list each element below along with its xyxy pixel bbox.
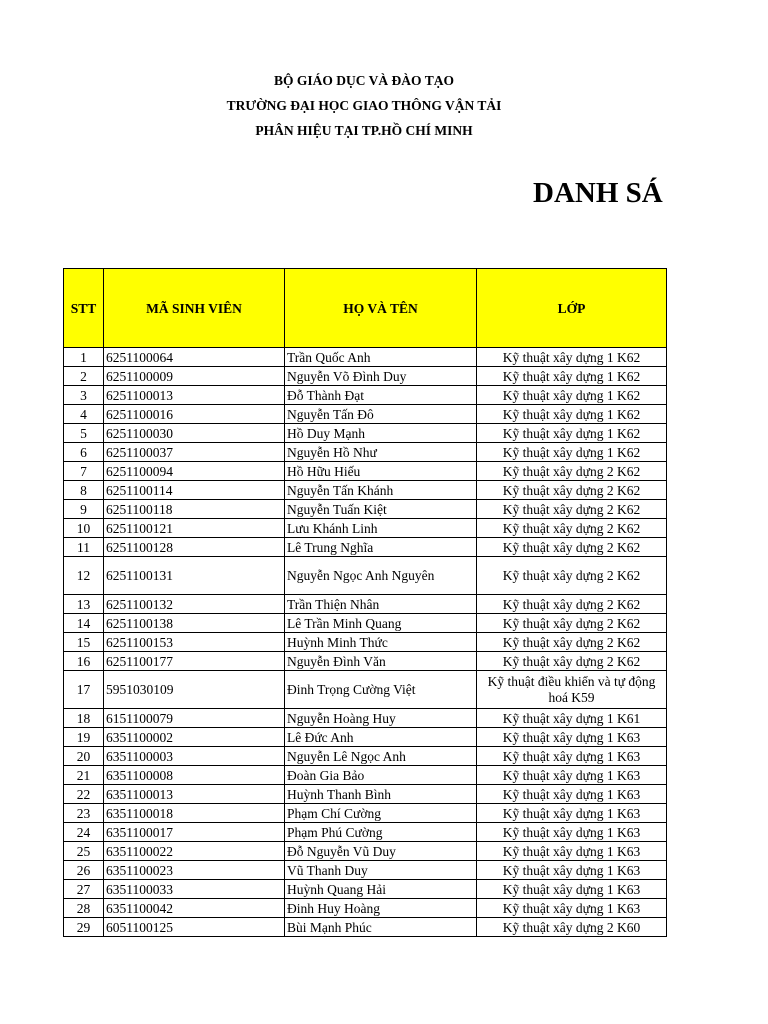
class-cell: Kỹ thuật xây dựng 1 K63: [477, 899, 667, 918]
student-name-cell: Đoàn Gia Bảo: [285, 766, 477, 785]
student-id-cell: 6351100003: [104, 747, 285, 766]
stt-cell: 13: [64, 595, 104, 614]
student-id-cell: 6351100002: [104, 728, 285, 747]
class-cell: Kỹ thuật xây dựng 2 K62: [477, 557, 667, 595]
student-id-cell: 6251100094: [104, 462, 285, 481]
stt-cell: 25: [64, 842, 104, 861]
class-cell: Kỹ thuật xây dựng 1 K63: [477, 842, 667, 861]
class-cell: Kỹ thuật xây dựng 1 K62: [477, 405, 667, 424]
class-cell: Kỹ thuật xây dựng 1 K63: [477, 766, 667, 785]
student-id-cell: 6251100138: [104, 614, 285, 633]
table-row: [64, 899, 667, 918]
class-cell: Kỹ thuật điều khiển và tự động hoá K59: [477, 671, 667, 709]
table-row: [64, 880, 667, 899]
table-row: [64, 462, 667, 481]
student-id-cell: 6251100037: [104, 443, 285, 462]
student-id-cell: 6251100030: [104, 424, 285, 443]
table-row: [64, 804, 667, 823]
student-name-cell: Đinh Trọng Cường Việt: [285, 671, 477, 709]
stt-cell: 28: [64, 899, 104, 918]
table-header-row: [64, 269, 667, 348]
table-row: [64, 766, 667, 785]
class-cell: Kỹ thuật xây dựng 2 K62: [477, 519, 667, 538]
student-name-cell: Lê Trung Nghĩa: [285, 538, 477, 557]
student-name-cell: Bùi Mạnh Phúc: [285, 918, 477, 937]
stt-cell: 17: [64, 671, 104, 709]
stt-cell: 27: [64, 880, 104, 899]
class-cell: Kỹ thuật xây dựng 2 K62: [477, 462, 667, 481]
stt-cell: 14: [64, 614, 104, 633]
student-id-cell: 6351100013: [104, 785, 285, 804]
student-name-cell: Huỳnh Thanh Bình: [285, 785, 477, 804]
student-name-cell: Lê Đức Anh: [285, 728, 477, 747]
table-row: [64, 671, 667, 709]
student-id-cell: 6251100121: [104, 519, 285, 538]
student-id-cell: 6251100153: [104, 633, 285, 652]
column-header-full-name: HỌ VÀ TÊN: [285, 269, 477, 348]
class-cell: Kỹ thuật xây dựng 1 K63: [477, 728, 667, 747]
table-row: [64, 519, 667, 538]
stt-cell: 10: [64, 519, 104, 538]
table-row: [64, 367, 667, 386]
student-name-cell: Lê Trần Minh Quang: [285, 614, 477, 633]
stt-cell: 4: [64, 405, 104, 424]
stt-cell: 6: [64, 443, 104, 462]
column-header-stt: STT: [64, 269, 104, 348]
student-table: [63, 268, 667, 937]
stt-cell: 12: [64, 557, 104, 595]
student-name-cell: Trần Quốc Anh: [285, 348, 477, 367]
class-cell: Kỹ thuật xây dựng 1 K63: [477, 861, 667, 880]
table-row: [64, 652, 667, 671]
table-row: [64, 823, 667, 842]
student-id-cell: 6351100017: [104, 823, 285, 842]
table-row: [64, 861, 667, 880]
table-row: [64, 633, 667, 652]
header-university: TRƯỜNG ĐẠI HỌC GIAO THÔNG VẬN TẢI: [226, 98, 502, 113]
student-id-cell: 6351100008: [104, 766, 285, 785]
student-name-cell: Nguyễn Võ Đình Duy: [285, 367, 477, 386]
student-id-cell: 6251100009: [104, 367, 285, 386]
class-cell: Kỹ thuật xây dựng 2 K62: [477, 614, 667, 633]
student-id-cell: 6351100023: [104, 861, 285, 880]
student-id-cell: 6151100079: [104, 709, 285, 728]
student-name-cell: Nguyễn Tấn Đô: [285, 405, 477, 424]
stt-cell: 7: [64, 462, 104, 481]
stt-cell: 26: [64, 861, 104, 880]
class-cell: Kỹ thuật xây dựng 1 K62: [477, 386, 667, 405]
student-id-cell: 6051100125: [104, 918, 285, 937]
class-cell: Kỹ thuật xây dựng 2 K62: [477, 652, 667, 671]
class-cell: Kỹ thuật xây dựng 1 K62: [477, 424, 667, 443]
class-cell: Kỹ thuật xây dựng 1 K62: [477, 367, 667, 386]
column-header-student-id: MÃ SINH VIÊN: [104, 269, 285, 348]
student-id-cell: 6351100042: [104, 899, 285, 918]
student-id-cell: 6251100118: [104, 500, 285, 519]
student-id-cell: 6351100022: [104, 842, 285, 861]
class-cell: Kỹ thuật xây dựng 1 K63: [477, 785, 667, 804]
student-id-cell: 6251100064: [104, 348, 285, 367]
table-row: [64, 614, 667, 633]
class-cell: Kỹ thuật xây dựng 2 K60: [477, 918, 667, 937]
table-row: [64, 481, 667, 500]
student-name-cell: Nguyễn Lê Ngọc Anh: [285, 747, 477, 766]
column-header-class: LỚP: [477, 269, 667, 348]
class-cell: Kỹ thuật xây dựng 1 K63: [477, 804, 667, 823]
class-cell: Kỹ thuật xây dựng 1 K63: [477, 880, 667, 899]
student-name-cell: Lưu Khánh Linh: [285, 519, 477, 538]
table-row: [64, 538, 667, 557]
class-cell: Kỹ thuật xây dựng 1 K62: [477, 443, 667, 462]
student-name-cell: Đỗ Nguyễn Vũ Duy: [285, 842, 477, 861]
table-row: [64, 595, 667, 614]
table-row: [64, 386, 667, 405]
table-row: [64, 348, 667, 367]
class-cell: Kỹ thuật xây dựng 2 K62: [477, 595, 667, 614]
class-cell: Kỹ thuật xây dựng 1 K61: [477, 709, 667, 728]
stt-cell: 16: [64, 652, 104, 671]
class-cell: Kỹ thuật xây dựng 2 K62: [477, 481, 667, 500]
stt-cell: 5: [64, 424, 104, 443]
student-id-cell: 6251100131: [104, 557, 285, 595]
stt-cell: 18: [64, 709, 104, 728]
table-row: [64, 424, 667, 443]
header-ministry: BỘ GIÁO DỤC VÀ ĐÀO TẠO: [274, 73, 454, 88]
header-campus: PHÂN HIỆU TẠI TP.HỒ CHÍ MINH: [255, 123, 473, 138]
student-name-cell: Đỗ Thành Đạt: [285, 386, 477, 405]
table-row: [64, 747, 667, 766]
stt-cell: 8: [64, 481, 104, 500]
table-row: [64, 709, 667, 728]
stt-cell: 21: [64, 766, 104, 785]
stt-cell: 22: [64, 785, 104, 804]
student-name-cell: Đinh Huy Hoàng: [285, 899, 477, 918]
stt-cell: 3: [64, 386, 104, 405]
student-id-cell: 6251100128: [104, 538, 285, 557]
student-id-cell: 6251100016: [104, 405, 285, 424]
student-name-cell: Hồ Duy Mạnh: [285, 424, 477, 443]
stt-cell: 1: [64, 348, 104, 367]
table-row: [64, 443, 667, 462]
student-name-cell: Nguyễn Tấn Khánh: [285, 481, 477, 500]
student-id-cell: 6251100013: [104, 386, 285, 405]
student-id-cell: 6251100114: [104, 481, 285, 500]
table-row: [64, 557, 667, 595]
student-name-cell: Nguyễn Tuấn Kiệt: [285, 500, 477, 519]
class-cell: Kỹ thuật xây dựng 2 K62: [477, 633, 667, 652]
stt-cell: 20: [64, 747, 104, 766]
table-row: [64, 842, 667, 861]
class-cell: Kỹ thuật xây dựng 2 K62: [477, 538, 667, 557]
class-cell: Kỹ thuật xây dựng 2 K62: [477, 500, 667, 519]
student-name-cell: Huỳnh Minh Thức: [285, 633, 477, 652]
stt-cell: 9: [64, 500, 104, 519]
student-id-cell: 6251100177: [104, 652, 285, 671]
table-row: [64, 405, 667, 424]
student-id-cell: 6251100132: [104, 595, 285, 614]
student-id-cell: 6351100018: [104, 804, 285, 823]
student-name-cell: Nguyễn Hoàng Huy: [285, 709, 477, 728]
stt-cell: 19: [64, 728, 104, 747]
stt-cell: 29: [64, 918, 104, 937]
table-row: [64, 785, 667, 804]
student-name-cell: Nguyễn Đình Văn: [285, 652, 477, 671]
class-cell: Kỹ thuật xây dựng 1 K63: [477, 823, 667, 842]
class-cell: Kỹ thuật xây dựng 1 K63: [477, 747, 667, 766]
class-cell: Kỹ thuật xây dựng 1 K62: [477, 348, 667, 367]
table-row: [64, 728, 667, 747]
student-id-cell: 5951030109: [104, 671, 285, 709]
student-name-cell: Nguyễn Ngọc Anh Nguyên: [285, 557, 477, 595]
student-name-cell: Nguyễn Hồ Như: [285, 443, 477, 462]
student-id-cell: 6351100033: [104, 880, 285, 899]
student-name-cell: Phạm Chí Cường: [285, 804, 477, 823]
student-name-cell: Vũ Thanh Duy: [285, 861, 477, 880]
stt-cell: 11: [64, 538, 104, 557]
stt-cell: 24: [64, 823, 104, 842]
table-row: [64, 500, 667, 519]
stt-cell: 15: [64, 633, 104, 652]
student-name-cell: Trần Thiện Nhân: [285, 595, 477, 614]
table-row: [64, 918, 667, 937]
table-body: [64, 348, 667, 937]
student-name-cell: Phạm Phú Cường: [285, 823, 477, 842]
student-name-cell: Huỳnh Quang Hải: [285, 880, 477, 899]
page-title: DANH SÁ: [533, 177, 663, 209]
stt-cell: 23: [64, 804, 104, 823]
stt-cell: 2: [64, 367, 104, 386]
student-name-cell: Hồ Hữu Hiếu: [285, 462, 477, 481]
